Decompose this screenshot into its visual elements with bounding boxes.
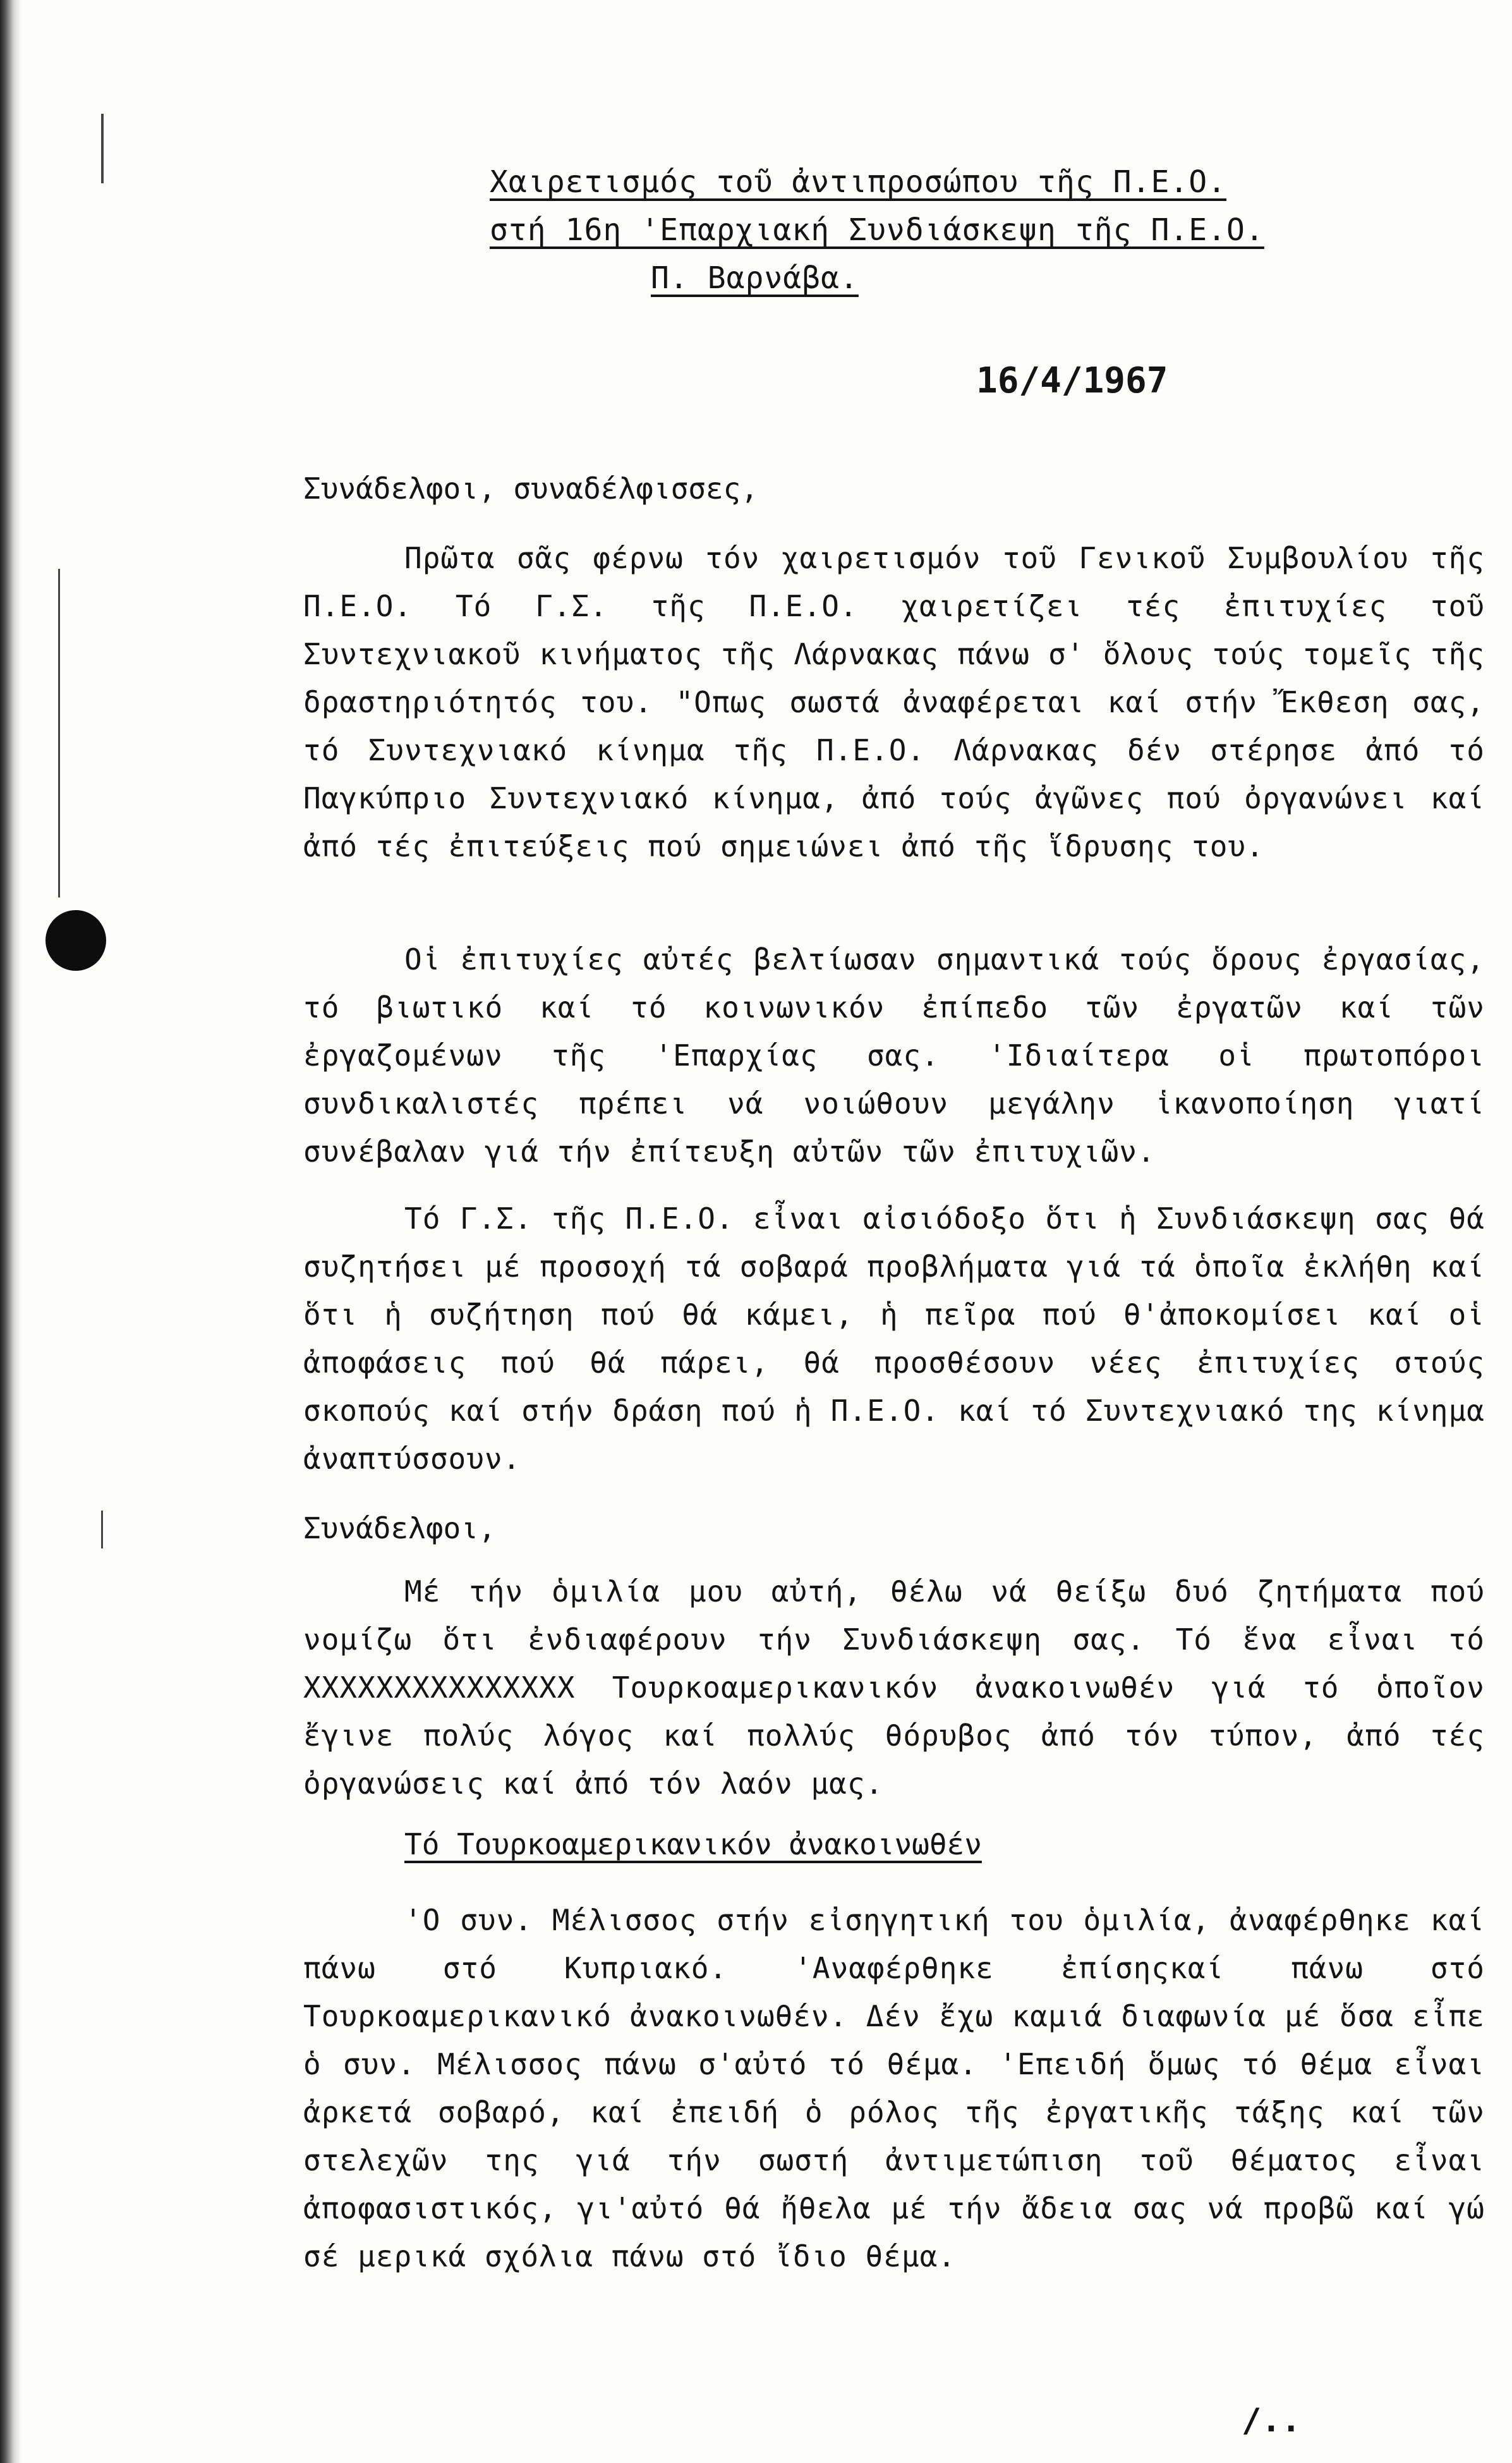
continuation-mark: /..	[1242, 2402, 1301, 2440]
margin-mark	[58, 569, 60, 897]
margin-mark	[101, 114, 104, 183]
heading-line-2: στή 16η 'Επαρχιακή Συνδιάσκεψη τῆς Π.Ε.Ο.	[490, 212, 1264, 248]
margin-mark	[101, 1511, 103, 1548]
paragraph-3: Τό Γ.Σ. τῆς Π.Ε.Ο. εἶναι αἰσιόδοξο ὅτι ἡ Συνδιάσκεψη σας θά συζητήσει μέ προσοχή τά σοβαρά προβλήματα γιά τά ὁποῖα ἐκλήθη καί ὅτι ἡ συζήτηση πού θά κάμει, ἡ πεῖρα πού θ'ἀποκομίσει καί οἱ ἀποφάσεις πού θά πάρει, θά προσθέσουν νέες ἐπιτυχίες στούς σκοπούς καί στήν δράση πού ἡ Π.Ε.Ο. καί τό Συντεχνιακό της κίνημα ἀναπτύσσουν.	[303, 1201, 1485, 1476]
paragraph-5: 'Ο συν. Μέλισσος στήν εἰσηγητική του ὁμιλία, ἀναφέρθηκε καί πάνω στό Κυπριακό. 'Αναφέρθηκε ἐπίσηςκαί πάνω στό Τουρκοαμερικανικό ἀνακοινωθέν. Δέν ἔχω καμιά διαφωνία μέ ὅσα εἶπε ὁ συν. Μέλισσος πάνω σ'αὐτό τό θέμα. 'Επειδή ὅμως τό θέμα εἶναι ἀρκετά σοβαρό, καί ἐπειδή ὁ ρόλος τῆς ἐργατικῆς τάξης καί τῶν στελεχῶν της γιά τήν σωστή ἀντιμετώπιση τοῦ θέματος εἶναι ἀποφασιστικός, γι'αὐτό θά ἤθελα μέ τήν ἄδεια σας νά προβῶ καί γώ σέ μερικά σχόλια πάνω στό ἴδιο θέμα.	[303, 1903, 1485, 2273]
paragraph-1: Πρῶτα σᾶς φέρνω τόν χαιρετισμόν τοῦ Γενικοῦ Συμβουλίου τῆς Π.Ε.Ο. Τό Γ.Σ. τῆς Π.Ε.Ο. χαιρετίζει τές ἐπιτυχίες τοῦ Συντεχνιακοῦ κινήματος τῆς Λάρνακας πάνω σ' ὅλους τούς τομεῖς τῆς δραστηριότητός του. "Οπως σωστά ἀναφέρεται καί στήν Ἔκθεση σας, τό Συντεχνιακό κίνημα τῆς Π.Ε.Ο. Λάρνακας δέν στέρησε ἀπό τό Παγκύπριο Συντεχνιακό κίνημα, ἀπό τούς ἀγῶνες πού ὀργανώνει καί ἀπό τές ἐπιτεύξεις πού σημειώνει ἀπό τῆς ἵδρυσης του.	[303, 541, 1485, 863]
section-subheading: Τό Τουρκοαμερικανικόν ἀνακοινωθέν	[404, 1827, 982, 1861]
punch-hole	[45, 910, 106, 971]
salutation: Συνάδελφοι, συναδέλφισσες,	[303, 471, 759, 506]
salutation: Συνάδελφοι,	[303, 1511, 496, 1545]
document-date: 16/4/1967	[976, 360, 1168, 401]
heading-line-3: Π. Βαρνάβα.	[651, 260, 859, 296]
paragraph-2: Οἱ ἐπιτυχίες αὐτές βελτίωσαν σημαντικά τούς ὅρους ἐργασίας, τό βιωτικό καί τό κοινωνικόν ἐπίπεδο τῶν ἐργατῶν καί τῶν ἐργαζομένων τῆς 'Επαρχίας σας. 'Ιδιαίτερα οἱ πρωτοπόροι συνδικαλιστές πρέπει νά νοιώθουν μεγάλην ἱκανοποίηση γιατί συνέβαλαν γιά τήν ἐπίτευξη αὐτῶν τῶν ἐπιτυχιῶν.	[303, 942, 1485, 1169]
heading-line-1: Χαιρετισμός τοῦ ἀντιπροσώπου τῆς Π.Ε.Ο.	[490, 164, 1227, 200]
paragraph-4: Μέ τήν ὁμιλία μου αὐτή, θέλω νά θείξω δυό ζητήματα πού νομίζω ὅτι ἐνδιαφέρουν τήν Συνδιάσκεψη σας. Τό ἕνα εἶναι τό XXXXXXXXXXXXXXX Τουρκοαμερικανικόν ἀνακοινωθέν γιά τό ὁποῖον ἔγινε πολύς λόγος καί πολλύς θόρυβος ἀπό τόν τύπον, ἀπό τές ὀργανώσεις καί ἀπό τόν λαόν μας.	[303, 1574, 1485, 1801]
scan-edge	[0, 0, 21, 2463]
